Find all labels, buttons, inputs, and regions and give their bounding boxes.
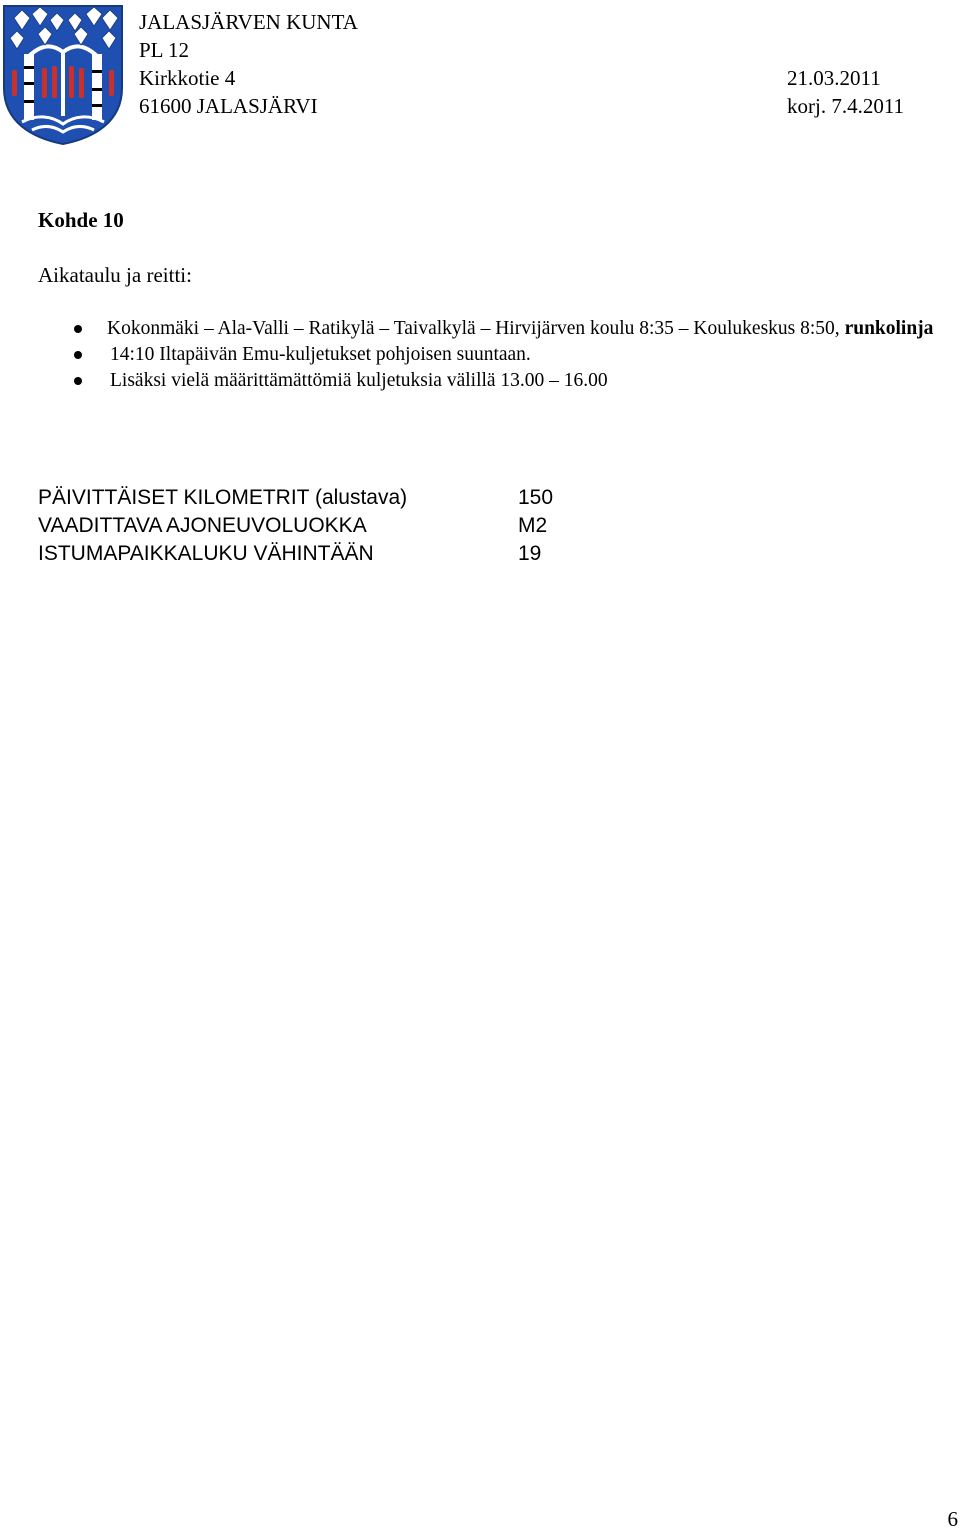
list-item-text: Kokonmäki – Ala-Valli – Ratikylä – Taivalkylä – Hirvijärven koulu 8:35 – Koulukeskus 8:50, runkolinja <box>107 318 934 339</box>
organization-name: JALASJÄRVEN KUNTA <box>139 10 358 34</box>
route-type-label: runkolinja <box>844 318 934 339</box>
spec-table <box>38 484 553 568</box>
list-item <box>0 342 960 368</box>
spec-label: VAADITTAVA AJONEUVOLUOKKA <box>38 514 367 537</box>
bullet-icon <box>74 351 82 359</box>
spec-label: PÄIVITTÄISET KILOMETRIT (alustava) <box>38 486 408 509</box>
spec-value: M2 <box>518 514 548 537</box>
section-title: Kohde 10 <box>38 208 124 232</box>
revision-date: korj. 7.4.2011 <box>787 94 905 118</box>
schedule-label: Aikataulu ja reitti: <box>38 263 192 287</box>
list-item-text: Lisäksi vielä määrittämättömiä kuljetuksia välillä 13.00 – 16.00 <box>110 370 608 391</box>
list-item <box>0 316 960 342</box>
route-list <box>0 316 960 394</box>
postal-address: 61600 JALASJÄRVI <box>139 94 318 118</box>
list-item <box>0 368 960 394</box>
table-row <box>38 512 553 540</box>
spec-value: 19 <box>518 542 542 565</box>
coat-of-arms-icon <box>2 4 124 146</box>
spec-value: 150 <box>518 486 554 509</box>
table-row <box>38 540 553 568</box>
bullet-icon <box>74 377 82 385</box>
street-address: Kirkkotie 4 <box>139 66 236 90</box>
bullet-icon <box>74 325 82 333</box>
page-number: 6 <box>947 1507 958 1531</box>
spec-label: ISTUMAPAIKKALUKU VÄHINTÄÄN <box>38 542 374 565</box>
table-row <box>38 484 553 512</box>
list-item-text: 14:10 Iltapäivän Emu-kuljetukset pohjoisen suuntaan. <box>110 344 531 365</box>
po-box: PL 12 <box>139 38 189 62</box>
document-date: 21.03.2011 <box>787 66 881 90</box>
